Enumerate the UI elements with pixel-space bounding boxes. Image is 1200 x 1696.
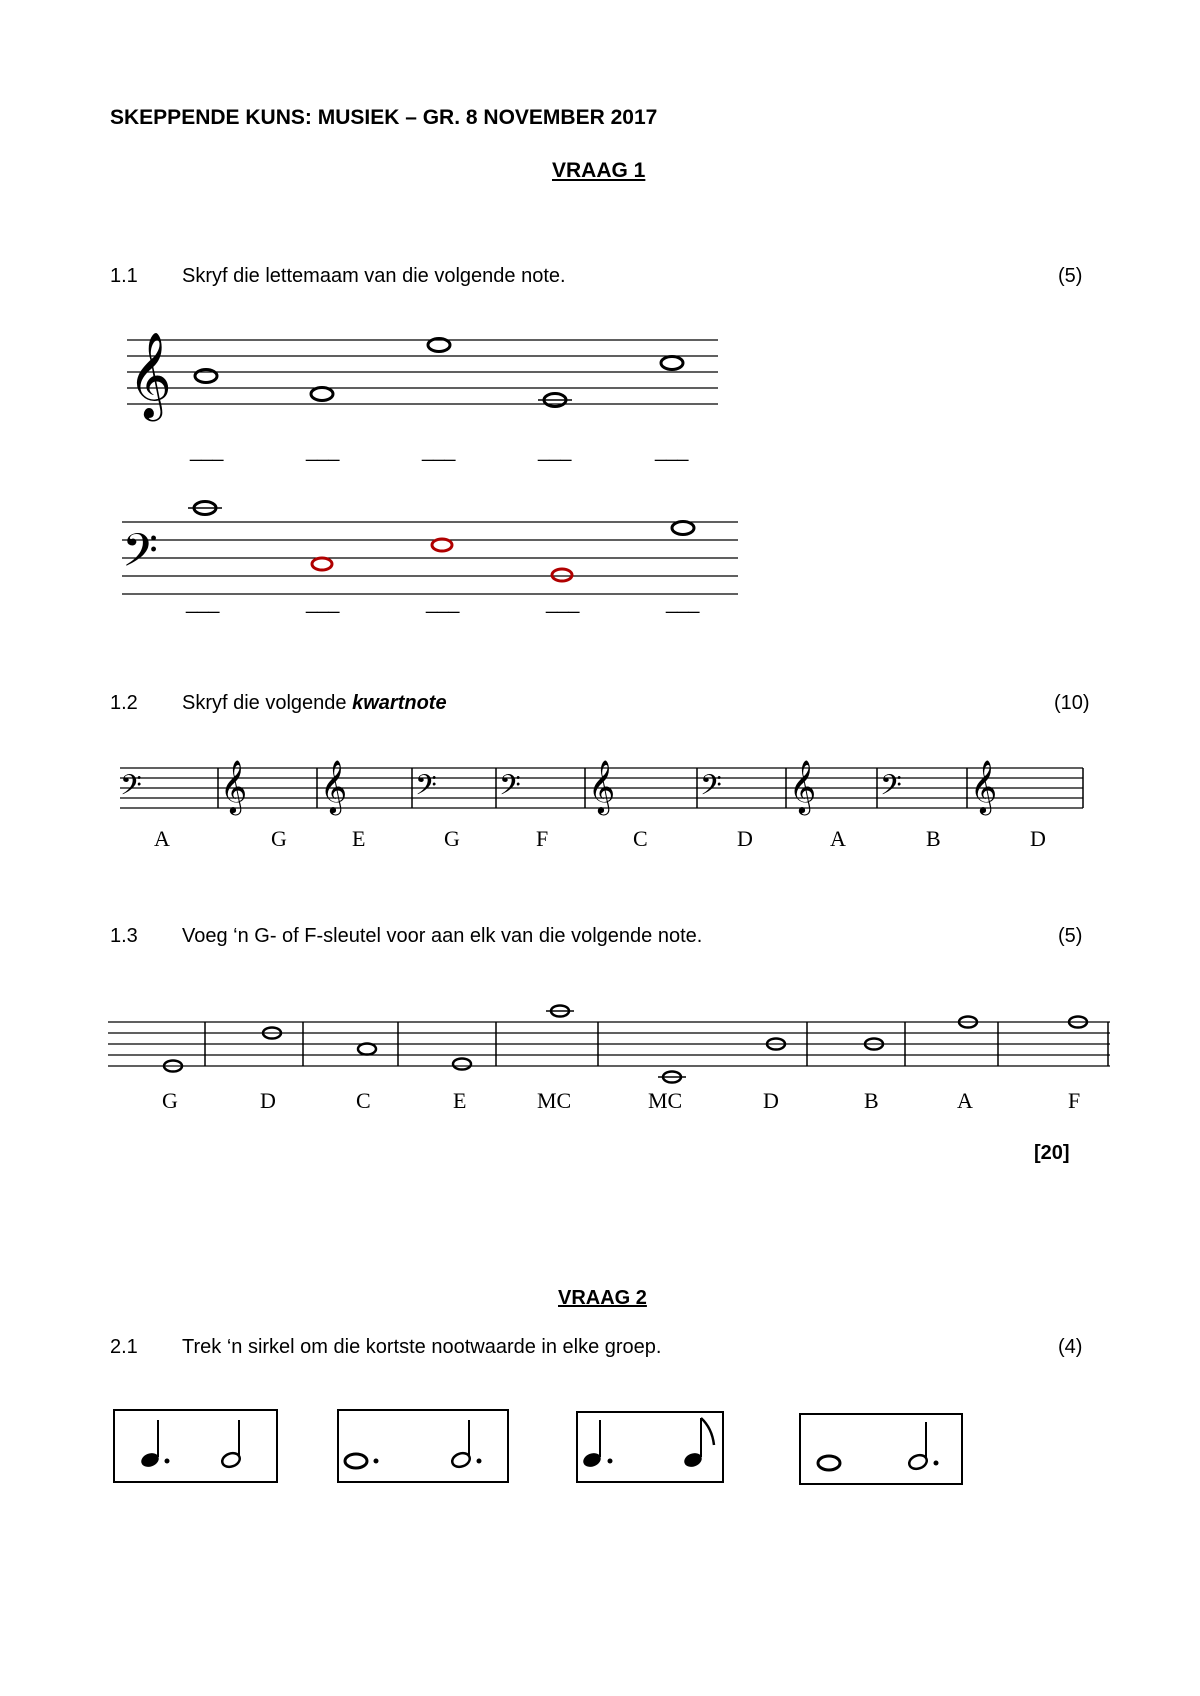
- minim-icon[interactable]: [220, 1420, 241, 1469]
- whole-note-icon[interactable]: [345, 1454, 379, 1468]
- note-group[interactable]: [114, 1410, 277, 1482]
- q1-3-text: Voeg ‘n G- of F-sleutel voor aan elk van die volgende note.: [182, 925, 703, 947]
- treble-clef-icon: 𝄞: [128, 332, 172, 418]
- note-group[interactable]: [577, 1412, 723, 1482]
- note-label: D: [737, 826, 753, 851]
- vraag2-heading: VRAAG 2: [558, 1287, 647, 1309]
- q1-1-marks: (5): [1058, 265, 1083, 287]
- answer-blank[interactable]: ___: [306, 592, 340, 614]
- q1-1-number: 1.1: [110, 265, 138, 287]
- bass-clef-icon: 𝄢: [700, 769, 722, 809]
- quaver-icon[interactable]: [682, 1418, 714, 1469]
- answer-blank[interactable]: ___: [666, 592, 700, 614]
- note-label: B: [926, 826, 941, 851]
- note-group[interactable]: [338, 1410, 508, 1482]
- treble-clef-icon: 𝄞: [970, 759, 998, 813]
- q1-2-text-plain: Skryf die volgende: [182, 692, 353, 714]
- note-label: D: [1030, 826, 1046, 851]
- q1-2-text-italic: kwartnote: [352, 692, 447, 714]
- whole-note-icon[interactable]: [818, 1456, 840, 1470]
- note-label: G: [162, 1088, 178, 1113]
- q2-1-marks: (4): [1058, 1336, 1083, 1358]
- note-group[interactable]: [800, 1414, 962, 1484]
- bass-clef-icon: 𝄢: [880, 769, 902, 809]
- answer-blank[interactable]: ___: [190, 440, 224, 462]
- answer-blank[interactable]: ___: [422, 440, 456, 462]
- q2-1-text: Trek ‘n sirkel om die kortste nootwaarde in elke groep.: [182, 1336, 662, 1358]
- crotchet-icon[interactable]: [581, 1420, 612, 1469]
- note-label: C: [633, 826, 648, 851]
- note-label: E: [453, 1088, 467, 1113]
- vraag1-total: [20]: [1034, 1142, 1070, 1164]
- q1-2-marks: (10): [1054, 692, 1090, 714]
- note-label: B: [864, 1088, 879, 1113]
- answer-blank[interactable]: ___: [306, 440, 340, 462]
- note-label: G: [444, 826, 460, 851]
- note-label: D: [260, 1088, 276, 1113]
- note-label: G: [271, 826, 287, 851]
- crotchet-icon[interactable]: [139, 1420, 169, 1469]
- vraag1-heading: VRAAG 1: [552, 159, 646, 182]
- bass-clef-icon: 𝄢: [415, 769, 437, 809]
- bass-clef-icon: 𝄢: [120, 769, 142, 809]
- q1-3-number: 1.3: [110, 925, 138, 947]
- answer-blank[interactable]: ___: [426, 592, 460, 614]
- bass-clef-icon: 𝄢: [499, 769, 521, 809]
- treble-clef-icon: 𝄞: [220, 759, 248, 813]
- note-label: F: [536, 826, 549, 851]
- note-label: A: [154, 826, 170, 851]
- note-label: F: [1068, 1088, 1081, 1113]
- minim-icon[interactable]: [450, 1420, 481, 1469]
- note-label: MC: [648, 1088, 683, 1113]
- minim-icon[interactable]: [907, 1422, 938, 1471]
- treble-clef-icon: 𝄞: [320, 759, 348, 813]
- q1-2-number: 1.2: [110, 692, 138, 714]
- q1-1-text: Skryf die lettemaam van die volgende note.: [182, 265, 566, 287]
- answer-blank[interactable]: ___: [538, 440, 572, 462]
- page-title: SKEPPENDE KUNS: MUSIEK – GR. 8 NOVEMBER 2017: [110, 106, 658, 129]
- q2-1-number: 2.1: [110, 1336, 138, 1358]
- note-label: MC: [537, 1088, 572, 1113]
- answer-blank[interactable]: ___: [546, 592, 580, 614]
- note-label: A: [830, 826, 846, 851]
- note-label: A: [957, 1088, 973, 1113]
- treble-clef-icon: 𝄞: [789, 759, 817, 813]
- q1-3-marks: (5): [1058, 925, 1083, 947]
- note-label: E: [352, 826, 366, 851]
- note-label: C: [356, 1088, 371, 1113]
- bass-clef-icon: 𝄢: [122, 524, 159, 589]
- treble-clef-icon: 𝄞: [588, 759, 616, 813]
- answer-blank[interactable]: ___: [655, 440, 689, 462]
- note-label: D: [763, 1088, 779, 1113]
- answer-blank[interactable]: ___: [186, 592, 220, 614]
